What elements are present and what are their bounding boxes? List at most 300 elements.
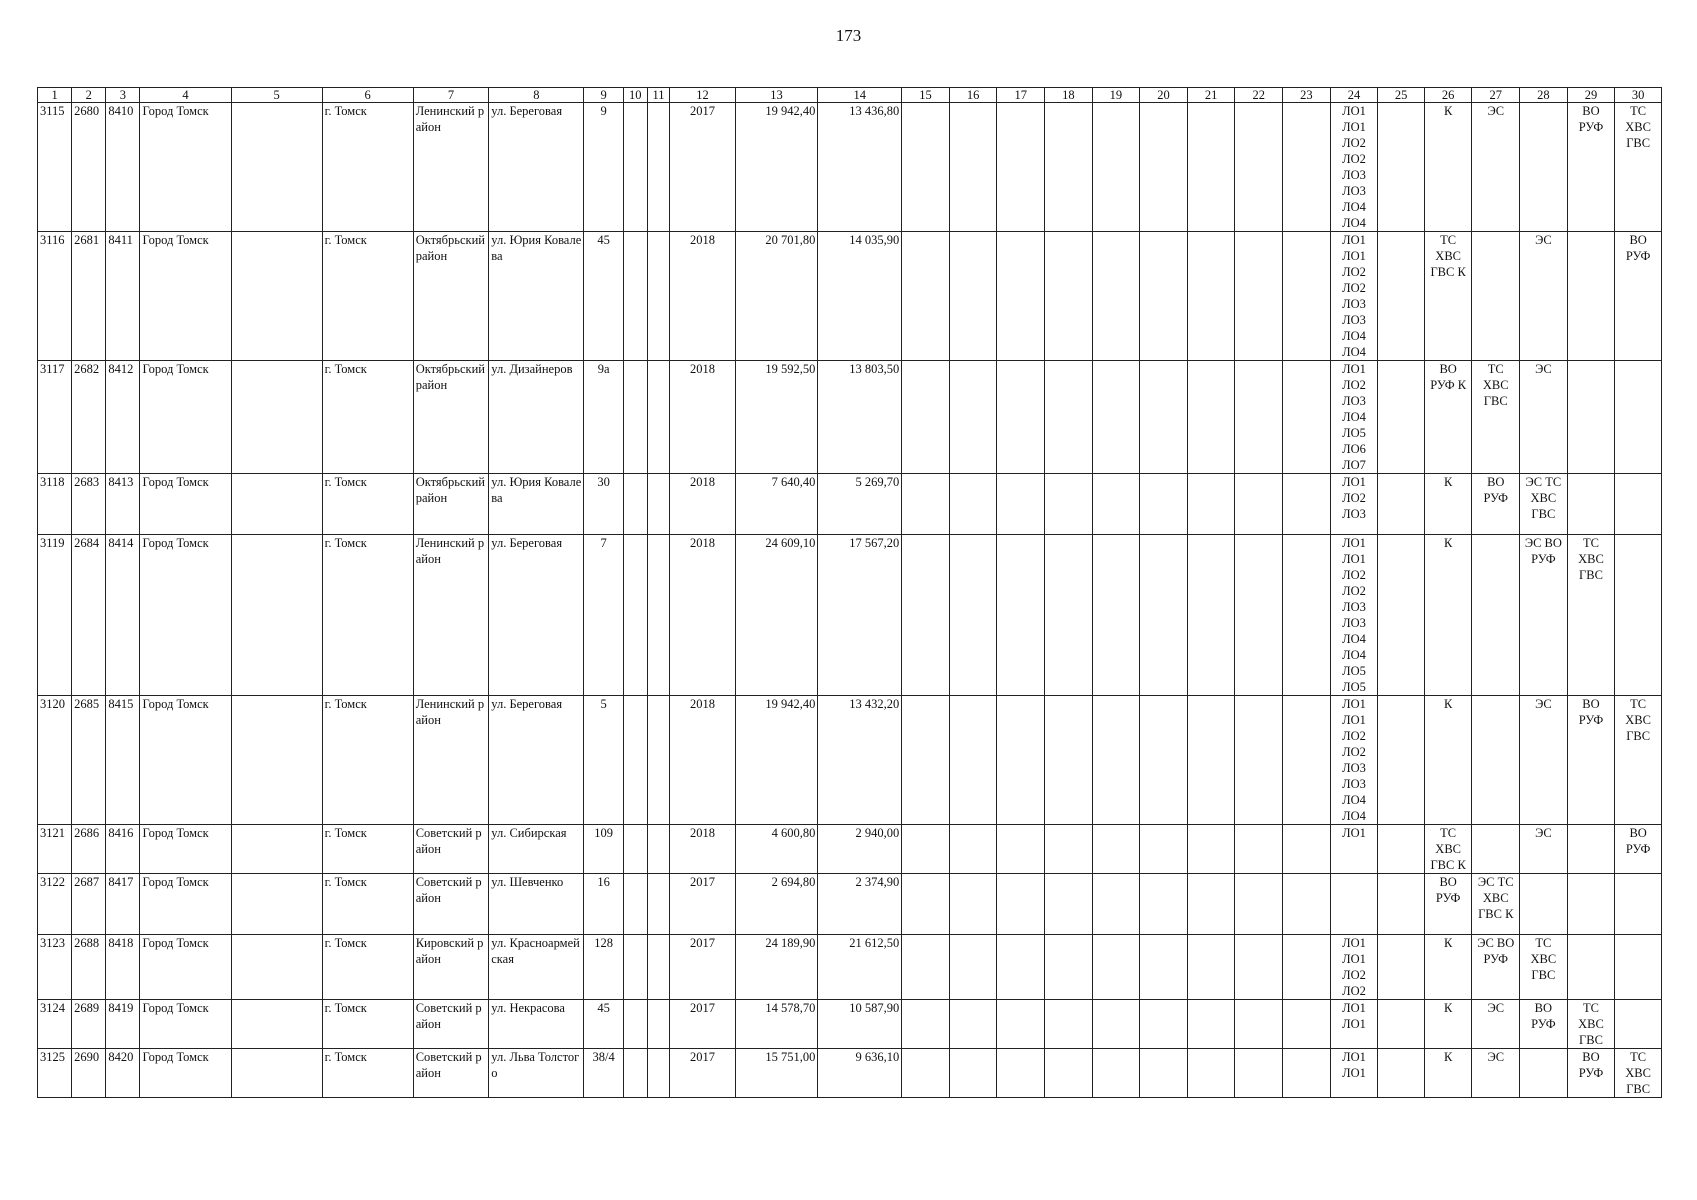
cell-col-18 (1045, 474, 1093, 535)
cell-col-23 (1283, 696, 1331, 825)
cell-col-23 (1283, 474, 1331, 535)
cell-line: ЛО4 (1342, 329, 1366, 343)
cell-line: ХВС (1578, 552, 1604, 566)
cell-col-22 (1235, 232, 1283, 361)
cell-col-14: 13 436,80 (818, 103, 902, 232)
cell-col-30 (1615, 474, 1662, 535)
cell-col-9: 45 (584, 232, 623, 361)
cell-col-14: 21 612,50 (818, 935, 902, 1000)
cell-col-6: г. Томск (322, 361, 413, 474)
cell-col-19 (1092, 535, 1140, 696)
cell-col-16 (949, 474, 997, 535)
cell-col-9: 128 (584, 935, 623, 1000)
cell-col-29 (1567, 935, 1615, 1000)
cell-col-27 (1472, 535, 1520, 696)
cell-col-7: Октябрьский район (413, 474, 489, 535)
cell-col-21 (1187, 103, 1235, 232)
cell-col-14: 9 636,10 (818, 1049, 902, 1098)
column-number-20: 20 (1140, 88, 1188, 103)
cell-col-5 (231, 535, 322, 696)
cell-col-13: 20 701,80 (735, 232, 818, 361)
cell-col-30 (1615, 696, 1662, 825)
cell-line: ГВС (1579, 1033, 1603, 1047)
cell-col-5 (231, 1000, 322, 1049)
column-number-17: 17 (997, 88, 1045, 103)
cell-line: ЭС (1487, 1050, 1505, 1064)
cell-col-27 (1472, 825, 1520, 874)
cell-line: ЛО4 (1342, 809, 1366, 823)
cell-col-22 (1235, 474, 1283, 535)
cell-col-23 (1283, 232, 1331, 361)
column-number-25: 25 (1378, 88, 1425, 103)
cell-col-25 (1378, 935, 1425, 1000)
cell-col-20 (1140, 825, 1188, 874)
cell-col-7: Ленинский район (413, 535, 489, 696)
cell-col-18 (1045, 825, 1093, 874)
cell-line: ТС (1440, 826, 1457, 840)
cell-col-12: 2018 (670, 232, 735, 361)
cell-col-21 (1187, 874, 1235, 935)
cell-line: ЛО2 (1342, 968, 1366, 982)
cell-col-28 (1520, 1000, 1568, 1049)
cell-col-1: 3119 (38, 535, 72, 696)
cell-col-26 (1424, 361, 1472, 474)
cell-col-15 (902, 232, 950, 361)
cell-col-10 (623, 103, 647, 232)
cell-col-29 (1567, 103, 1615, 232)
cell-line: ЛО4 (1342, 345, 1366, 359)
cell-col-14: 13 432,20 (818, 696, 902, 825)
cell-col-3: 8416 (106, 825, 140, 874)
cell-col-6: г. Томск (322, 1049, 413, 1098)
cell-col-1: 3121 (38, 825, 72, 874)
column-number-24: 24 (1330, 88, 1378, 103)
cell-line: РУФ (1435, 891, 1461, 905)
cell-col-14: 2 374,90 (818, 874, 902, 935)
cell-col-9: 45 (584, 1000, 623, 1049)
cell-col-2: 2684 (72, 535, 106, 696)
cell-line: ЛО2 (1342, 152, 1366, 166)
cell-col-2: 2690 (72, 1049, 106, 1098)
cell-col-26 (1424, 535, 1472, 696)
cell-col-21 (1187, 474, 1235, 535)
cell-col-3: 8410 (106, 103, 140, 232)
cell-line: ВО (1487, 475, 1505, 489)
cell-col-3: 8418 (106, 935, 140, 1000)
cell-col-8: ул. Береговая (489, 103, 584, 232)
cell-col-10 (623, 874, 647, 935)
cell-col-13: 19 592,50 (735, 361, 818, 474)
cell-line: К (1443, 536, 1453, 550)
cell-col-10 (623, 825, 647, 874)
cell-col-4: Город Томск (140, 1000, 231, 1049)
cell-line: ГВС (1483, 394, 1508, 408)
cell-col-2: 2685 (72, 696, 106, 825)
cell-col-3: 8417 (106, 874, 140, 935)
cell-line: ЛО5 (1342, 664, 1366, 678)
cell-col-12: 2017 (670, 935, 735, 1000)
cell-col-1: 3115 (38, 103, 72, 232)
cell-line: ЭС ВО (1477, 936, 1515, 950)
cell-col-12: 2018 (670, 535, 735, 696)
cell-col-28 (1520, 696, 1568, 825)
cell-col-27 (1472, 1049, 1520, 1098)
cell-col-17 (997, 935, 1045, 1000)
cell-col-21 (1187, 1049, 1235, 1098)
cell-col-23 (1283, 361, 1331, 474)
cell-col-8: ул. Дизайнеров (489, 361, 584, 474)
cell-line: РУФ (1625, 249, 1651, 263)
table-row (38, 1000, 1662, 1049)
cell-line: ХВС (1435, 842, 1461, 856)
cell-col-13: 14 578,70 (735, 1000, 818, 1049)
cell-line: ЛО1 (1342, 249, 1366, 263)
cell-col-17 (997, 232, 1045, 361)
cell-line: ЛО4 (1342, 216, 1366, 230)
cell-col-24 (1330, 474, 1378, 535)
cell-col-26 (1424, 825, 1472, 874)
cell-line: ЛО4 (1342, 793, 1366, 807)
cell-col-15 (902, 825, 950, 874)
cell-line: ХВС (1625, 713, 1651, 727)
cell-col-10 (623, 535, 647, 696)
cell-col-14: 2 940,00 (818, 825, 902, 874)
cell-col-18 (1045, 361, 1093, 474)
cell-col-19 (1092, 1000, 1140, 1049)
column-number-2: 2 (72, 88, 106, 103)
cell-line: ГВС К (1478, 907, 1514, 921)
cell-col-23 (1283, 935, 1331, 1000)
cell-col-22 (1235, 825, 1283, 874)
cell-line: ВО (1629, 826, 1647, 840)
cell-col-4: Город Томск (140, 535, 231, 696)
cell-line: ЛО2 (1342, 378, 1366, 392)
cell-line: ВО (1582, 1050, 1600, 1064)
cell-col-18 (1045, 874, 1093, 935)
cell-col-24 (1330, 696, 1378, 825)
cell-col-17 (997, 874, 1045, 935)
cell-col-30 (1615, 361, 1662, 474)
cell-col-27 (1472, 361, 1520, 474)
cell-line: ЭС (1535, 826, 1552, 840)
cell-col-20 (1140, 696, 1188, 825)
cell-line: ТС (1582, 1001, 1599, 1015)
cell-col-6: г. Томск (322, 232, 413, 361)
cell-line: ЛО7 (1342, 458, 1366, 472)
cell-col-4: Город Томск (140, 825, 231, 874)
cell-col-24 (1330, 361, 1378, 474)
cell-col-16 (949, 874, 997, 935)
cell-col-5 (231, 935, 322, 1000)
cell-col-25 (1378, 825, 1425, 874)
cell-line: ВО (1534, 1001, 1553, 1015)
cell-col-9: 16 (584, 874, 623, 935)
cell-line: ЛО1 (1342, 1017, 1366, 1031)
cell-col-2: 2689 (72, 1000, 106, 1049)
cell-line: ЛО1 (1342, 1066, 1366, 1080)
cell-col-30 (1615, 103, 1662, 232)
cell-col-26 (1424, 696, 1472, 825)
cell-line: РУФ (1578, 120, 1604, 134)
cell-line: ЛО1 (1342, 104, 1366, 118)
cell-col-8: ул. Красноармейская (489, 935, 584, 1000)
cell-line: ЛО1 (1342, 952, 1366, 966)
cell-col-3: 8413 (106, 474, 140, 535)
cell-col-25 (1378, 696, 1425, 825)
cell-col-19 (1092, 696, 1140, 825)
cell-col-7: Октябрьский район (413, 361, 489, 474)
housing-register-table (37, 87, 1662, 1098)
column-number-29: 29 (1567, 88, 1615, 103)
cell-col-29 (1567, 474, 1615, 535)
cell-col-22 (1235, 935, 1283, 1000)
cell-col-8: ул. Некрасова (489, 1000, 584, 1049)
cell-col-6: г. Томск (322, 696, 413, 825)
table-body (38, 103, 1662, 1098)
cell-line: ЭС (1487, 104, 1505, 118)
cell-col-26 (1424, 232, 1472, 361)
cell-col-26 (1424, 1000, 1472, 1049)
cell-col-11 (647, 232, 670, 361)
table-row (38, 103, 1662, 232)
cell-line: ГВС (1626, 136, 1651, 150)
cell-line: ЛО1 (1342, 362, 1366, 376)
column-number-row (38, 88, 1662, 103)
cell-line: РУФ (1625, 842, 1651, 856)
cell-col-19 (1092, 825, 1140, 874)
cell-line: ЛО2 (1342, 584, 1366, 598)
cell-col-11 (647, 103, 670, 232)
cell-col-15 (902, 696, 950, 825)
cell-col-27 (1472, 696, 1520, 825)
cell-line: ЛО6 (1342, 442, 1366, 456)
cell-col-7: Ленинский район (413, 696, 489, 825)
cell-line: РУФ (1483, 491, 1508, 505)
cell-col-28 (1520, 361, 1568, 474)
cell-col-22 (1235, 361, 1283, 474)
cell-col-17 (997, 1049, 1045, 1098)
cell-line: ГВС (1626, 1082, 1651, 1096)
cell-col-16 (949, 1000, 997, 1049)
column-number-1: 1 (38, 88, 72, 103)
cell-line: К (1443, 1050, 1453, 1064)
cell-line: ЛО1 (1342, 1050, 1366, 1064)
cell-col-29 (1567, 874, 1615, 935)
cell-col-9: 7 (584, 535, 623, 696)
cell-col-17 (997, 825, 1045, 874)
cell-line: ХВС (1482, 378, 1509, 392)
cell-col-30 (1615, 825, 1662, 874)
cell-col-27 (1472, 103, 1520, 232)
cell-col-21 (1187, 232, 1235, 361)
cell-col-1: 3117 (38, 361, 72, 474)
cell-col-24 (1330, 232, 1378, 361)
column-number-19: 19 (1092, 88, 1140, 103)
cell-col-17 (997, 474, 1045, 535)
cell-col-5 (231, 825, 322, 874)
table-row (38, 696, 1662, 825)
cell-line: РУФ (1531, 1017, 1556, 1031)
cell-col-13: 4 600,80 (735, 825, 818, 874)
cell-col-4: Город Томск (140, 232, 231, 361)
cell-col-3: 8415 (106, 696, 140, 825)
column-number-22: 22 (1235, 88, 1283, 103)
cell-col-27 (1472, 474, 1520, 535)
cell-col-22 (1235, 874, 1283, 935)
cell-line: ХВС (1625, 120, 1651, 134)
cell-col-3: 8412 (106, 361, 140, 474)
column-number-4: 4 (140, 88, 231, 103)
table-row (38, 874, 1662, 935)
cell-col-28 (1520, 935, 1568, 1000)
cell-col-13: 19 942,40 (735, 103, 818, 232)
cell-col-11 (647, 535, 670, 696)
cell-col-25 (1378, 103, 1425, 232)
cell-col-29 (1567, 1049, 1615, 1098)
cell-col-27 (1472, 232, 1520, 361)
cell-line: К (1443, 104, 1453, 118)
cell-col-28 (1520, 825, 1568, 874)
cell-col-4: Город Томск (140, 935, 231, 1000)
column-number-8: 8 (489, 88, 584, 103)
cell-col-13: 2 694,80 (735, 874, 818, 935)
cell-col-4: Город Томск (140, 474, 231, 535)
cell-col-2: 2681 (72, 232, 106, 361)
cell-col-7: Ленинский район (413, 103, 489, 232)
column-number-9: 9 (584, 88, 623, 103)
column-number-7: 7 (413, 88, 489, 103)
cell-col-4: Город Томск (140, 696, 231, 825)
column-number-15: 15 (902, 88, 950, 103)
table-row (38, 474, 1662, 535)
cell-col-20 (1140, 874, 1188, 935)
cell-line: К (1443, 475, 1453, 489)
cell-line: ЛО2 (1342, 281, 1366, 295)
cell-col-10 (623, 696, 647, 825)
column-number-13: 13 (735, 88, 818, 103)
column-number-14: 14 (818, 88, 902, 103)
cell-col-10 (623, 361, 647, 474)
cell-col-3: 8420 (106, 1049, 140, 1098)
cell-col-11 (647, 474, 670, 535)
cell-col-25 (1378, 535, 1425, 696)
cell-col-2: 2680 (72, 103, 106, 232)
column-number-16: 16 (949, 88, 997, 103)
cell-col-12: 2018 (670, 696, 735, 825)
cell-line: ЛО3 (1342, 313, 1366, 327)
cell-col-28 (1520, 535, 1568, 696)
cell-col-10 (623, 1049, 647, 1098)
cell-line: ЛО3 (1342, 600, 1366, 614)
cell-col-19 (1092, 874, 1140, 935)
cell-col-5 (231, 474, 322, 535)
cell-col-26 (1424, 874, 1472, 935)
column-number-5: 5 (231, 88, 322, 103)
cell-line: ЛО4 (1342, 648, 1366, 662)
cell-col-6: г. Томск (322, 935, 413, 1000)
cell-col-28 (1520, 1049, 1568, 1098)
cell-col-25 (1378, 1049, 1425, 1098)
cell-col-20 (1140, 1049, 1188, 1098)
cell-col-19 (1092, 361, 1140, 474)
cell-col-16 (949, 103, 997, 232)
cell-col-2: 2682 (72, 361, 106, 474)
cell-col-21 (1187, 696, 1235, 825)
cell-col-2: 2683 (72, 474, 106, 535)
table-row (38, 232, 1662, 361)
cell-line: ТС (1630, 104, 1647, 118)
cell-col-2: 2687 (72, 874, 106, 935)
cell-col-22 (1235, 103, 1283, 232)
cell-col-28 (1520, 103, 1568, 232)
cell-line: ХВС (1530, 952, 1557, 966)
cell-col-29 (1567, 232, 1615, 361)
cell-col-12: 2017 (670, 1049, 735, 1098)
table-row (38, 361, 1662, 474)
cell-col-15 (902, 1000, 950, 1049)
cell-col-4: Город Томск (140, 103, 231, 232)
cell-line: ЛО1 (1342, 120, 1366, 134)
cell-col-30 (1615, 1000, 1662, 1049)
column-number-10: 10 (623, 88, 647, 103)
cell-line: ЛО1 (1342, 475, 1366, 489)
cell-col-16 (949, 535, 997, 696)
cell-col-9: 30 (584, 474, 623, 535)
cell-line: ЛО4 (1342, 632, 1366, 646)
cell-col-18 (1045, 935, 1093, 1000)
cell-line: ЛО1 (1342, 697, 1366, 711)
cell-col-18 (1045, 1000, 1093, 1049)
cell-col-13: 7 640,40 (735, 474, 818, 535)
cell-line: ЛО2 (1342, 136, 1366, 150)
cell-col-28 (1520, 232, 1568, 361)
cell-col-25 (1378, 1000, 1425, 1049)
cell-col-4: Город Томск (140, 1049, 231, 1098)
cell-col-6: г. Томск (322, 1000, 413, 1049)
cell-col-6: г. Томск (322, 103, 413, 232)
cell-col-2: 2686 (72, 825, 106, 874)
cell-col-20 (1140, 935, 1188, 1000)
cell-col-12: 2018 (670, 825, 735, 874)
cell-line: РУФ (1578, 713, 1604, 727)
column-number-28: 28 (1520, 88, 1568, 103)
cell-col-25 (1378, 361, 1425, 474)
cell-line: ЛО2 (1342, 568, 1366, 582)
cell-col-24 (1330, 535, 1378, 696)
cell-col-9: 109 (584, 825, 623, 874)
cell-line: ЛО1 (1342, 536, 1366, 550)
cell-col-18 (1045, 103, 1093, 232)
cell-line: ЛО1 (1342, 1001, 1366, 1015)
cell-col-1: 3125 (38, 1049, 72, 1098)
cell-col-15 (902, 935, 950, 1000)
cell-line: РУФ (1531, 552, 1556, 566)
cell-col-20 (1140, 535, 1188, 696)
cell-line: ЭС ТС (1477, 875, 1514, 889)
cell-col-27 (1472, 1000, 1520, 1049)
cell-line: ГВС (1579, 568, 1603, 582)
cell-col-1: 3122 (38, 874, 72, 935)
cell-col-8: ул. Шевченко (489, 874, 584, 935)
cell-col-26 (1424, 935, 1472, 1000)
cell-col-1: 3116 (38, 232, 72, 361)
cell-col-10 (623, 474, 647, 535)
cell-col-18 (1045, 1049, 1093, 1098)
cell-col-26 (1424, 474, 1472, 535)
cell-line: ЭС ВО (1524, 536, 1562, 550)
cell-col-8: ул. Береговая (489, 535, 584, 696)
cell-line: ЛО2 (1342, 729, 1366, 743)
